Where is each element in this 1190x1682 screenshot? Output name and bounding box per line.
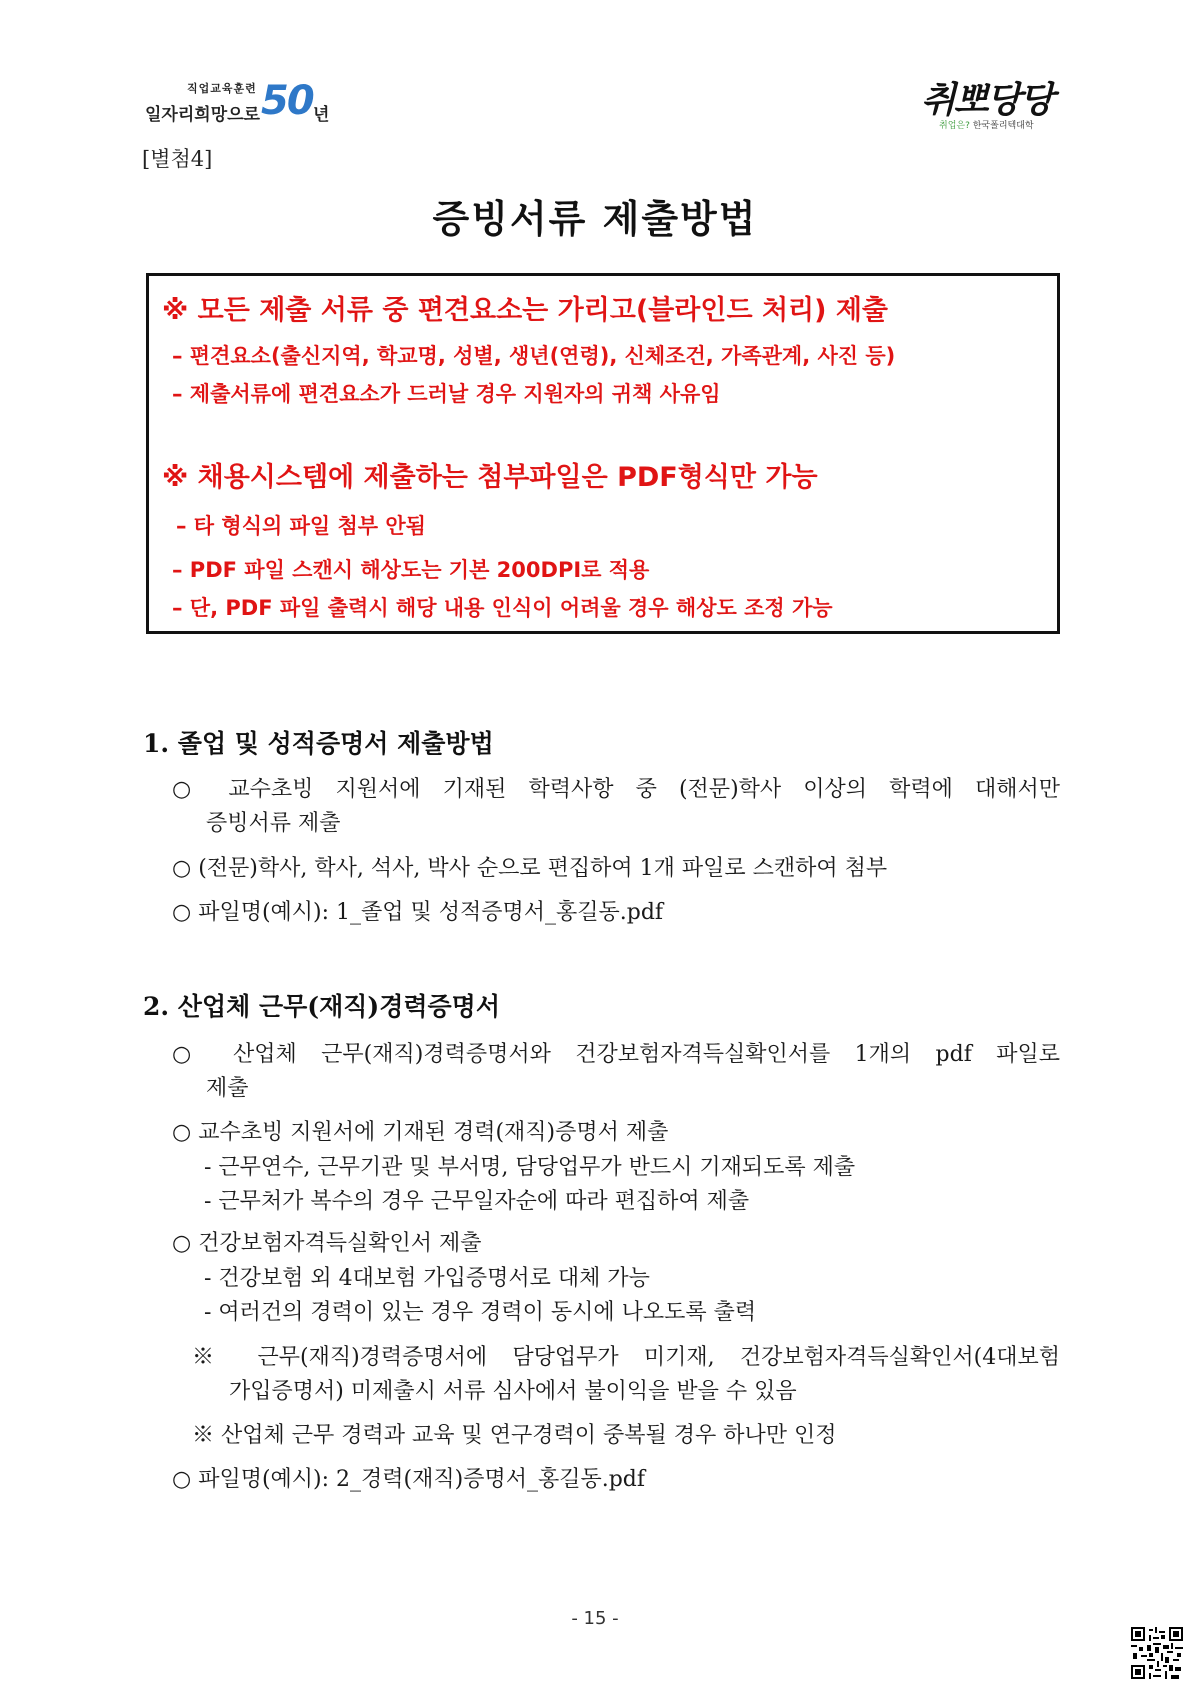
section2-subitem: - 근무처가 복수의 경우 근무일자순에 따라 편집하여 제출	[204, 1189, 750, 1214]
notice-item: – 단, PDF 파일 출력시 해당 내용 인식이 어려울 경우 해상도 조정 가능	[172, 596, 833, 620]
logo-line1: 직업교육훈련	[187, 82, 257, 95]
section2-note: ※ 산업체 근무 경력과 교육 및 연구경력이 중복될 경우 하나만 인정	[192, 1423, 837, 1448]
page-title: 증빙서류 제출방법	[432, 196, 758, 241]
section2-bullet: ○ 건강보험자격득실확인서 제출	[172, 1231, 482, 1256]
section1-title: 1. 졸업 및 성적증명서 제출방법	[143, 729, 494, 758]
logo-line2: 일자리희망으로	[145, 105, 260, 125]
logo-tag: 취업은?	[939, 121, 970, 131]
qr-code-icon	[1131, 1627, 1183, 1679]
section2-subitem: - 여러건의 경력이 있는 경우 경력이 동시에 나오도록 출력	[204, 1300, 757, 1325]
section2-title: 2. 산업체 근무(재직)경력증명서	[143, 992, 500, 1021]
section2-note: ※ 근무(재직)경력증명서에 담당업무가 미기재, 건강보험자격득실확인서(4대보험	[192, 1345, 1060, 1370]
notice-heading-pdf: ※ 채용시스템에 제출하는 첨부파일은 PDF형식만 가능	[162, 462, 818, 493]
logo-fifty: 50	[261, 78, 313, 124]
section2-bullet-cont: 제출	[206, 1076, 249, 1101]
vocational-50-years-logo	[145, 78, 335, 136]
section2-subitem: - 건강보험 외 4대보험 가입증명서로 대체 가능	[204, 1266, 650, 1291]
section2-bullet-filename: ○ 파일명(예시): 2_경력(재직)증명서_홍길동.pdf	[172, 1467, 646, 1492]
page-number: - 15 -	[571, 1608, 619, 1629]
logo-suffix: 년	[313, 105, 330, 125]
section1-bullet: ○ (전문)학사, 학사, 석사, 박사 순으로 편집하여 1개 파일로 스캔하여 첨부	[172, 856, 888, 881]
notice-item: – 제출서류에 편견요소가 드러날 경우 지원자의 귀책 사유임	[172, 382, 721, 406]
logo-subtitle	[939, 118, 1034, 131]
section2-bullet: ○ 교수초빙 지원서에 기재된 경력(재직)증명서 제출	[172, 1120, 669, 1145]
notice-item: – PDF 파일 스캔시 해상도는 기본 200DPI로 적용	[172, 558, 650, 582]
attachment-label: [별첨4]	[142, 147, 213, 171]
notice-item: – 타 형식의 파일 첨부 안됨	[176, 514, 426, 538]
notice-item: – 편견요소(출신지역, 학교명, 성별, 생년(연령), 신체조건, 가족관계, 사진 등)	[172, 344, 896, 368]
section1-bullet-cont: 증빙서류 제출	[206, 811, 341, 836]
section1-bullet-filename: ○ 파일명(예시): 1_졸업 및 성적증명서_홍길동.pdf	[172, 900, 664, 925]
logo-calligraphy: 취뽀당당	[921, 79, 1053, 121]
section2-note-cont: 가입증명서) 미제출시 서류 심사에서 불이익을 받을 수 있음	[229, 1379, 797, 1404]
polytechnic-logo	[915, 72, 1065, 134]
section2-bullet: ○ 산업체 근무(재직)경력증명서와 건강보험자격득실확인서를 1개의 pdf 파일로	[172, 1042, 1060, 1067]
section2-subitem: - 근무연수, 근무기관 및 부서명, 담당업무가 반드시 기재되도록 제출	[204, 1155, 856, 1180]
notice-heading-blind: ※ 모든 제출 서류 중 편견요소는 가리고(블라인드 처리) 제출	[162, 295, 889, 326]
section1-bullet: ○ 교수초빙 지원서에 기재된 학력사항 중 (전문)학사 이상의 학력에 대해서만	[172, 777, 1060, 802]
logo-school: 한국폴리텍대학	[972, 121, 1034, 131]
